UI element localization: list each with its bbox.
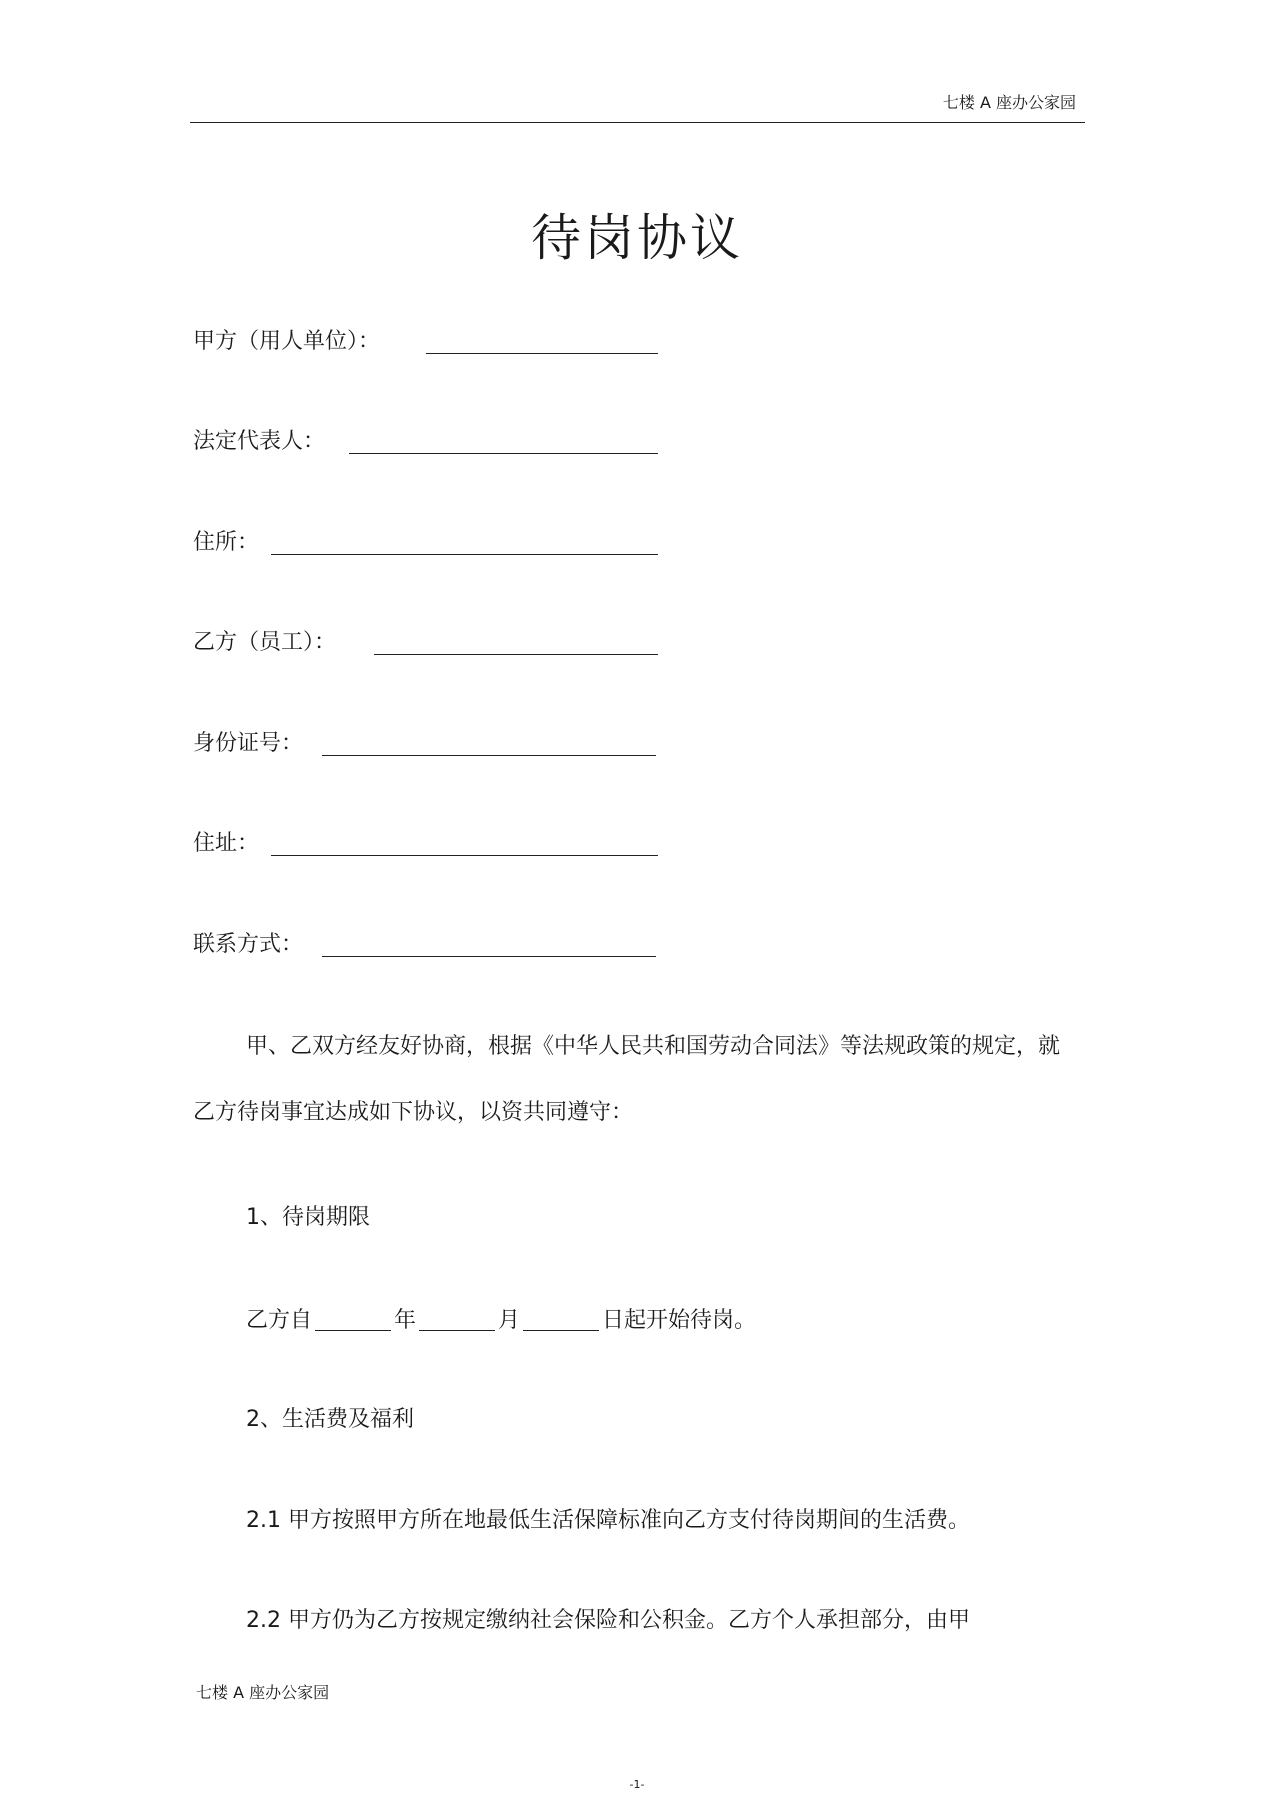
page-number: -1- bbox=[629, 1778, 645, 1791]
footer-text: 七楼 A 座办公家园 bbox=[196, 1683, 330, 1702]
start-prefix: 乙方自 bbox=[246, 1308, 313, 1333]
field-label: 甲方（用人单位）： bbox=[193, 329, 381, 354]
blank-line bbox=[349, 453, 658, 454]
section-1-heading: 1、待岗期限 bbox=[246, 1205, 370, 1230]
field-label: 身份证号： bbox=[193, 731, 304, 756]
blank-year bbox=[315, 1308, 391, 1331]
field-contact bbox=[193, 928, 303, 958]
blank-month bbox=[419, 1308, 495, 1331]
document-title: 待岗协议 bbox=[531, 209, 743, 267]
blank-line bbox=[426, 353, 658, 354]
field-label: 联系方式： bbox=[193, 932, 304, 957]
blank-line bbox=[271, 855, 658, 856]
field-label: 住址： bbox=[193, 831, 260, 856]
month-label: 月 bbox=[498, 1308, 521, 1333]
field-id-number bbox=[193, 727, 303, 757]
blank-line bbox=[271, 554, 658, 555]
field-address bbox=[193, 827, 259, 857]
header-rule bbox=[190, 122, 1085, 123]
field-party-a bbox=[193, 325, 380, 355]
start-date-line bbox=[246, 1303, 756, 1334]
clause-2-1: 2.1 甲方按照甲方所在地最低生活保障标准向乙方支付待岗期间的生活费。 bbox=[246, 1508, 970, 1533]
section-2-heading: 2、生活费及福利 bbox=[246, 1407, 414, 1432]
blank-day bbox=[523, 1308, 599, 1331]
field-label: 法定代表人： bbox=[193, 429, 326, 454]
field-label: 乙方（员工）： bbox=[193, 630, 337, 655]
blank-line bbox=[374, 654, 658, 655]
blank-line bbox=[322, 956, 656, 957]
field-legal-representative bbox=[193, 425, 325, 455]
start-suffix: 日起开始待岗。 bbox=[602, 1308, 757, 1333]
header-text: 七楼 A 座办公家园 bbox=[942, 93, 1076, 112]
year-label: 年 bbox=[394, 1308, 417, 1333]
intro-paragraph: 甲、乙双方经友好协商，根据《中华人民共和国劳动合同法》等法规政策的规定，就乙方待岗事宜达成如下协议，以资共同遵守： bbox=[193, 1034, 1061, 1125]
field-label: 住所： bbox=[193, 530, 260, 555]
blank-line bbox=[322, 755, 656, 756]
field-party-b bbox=[193, 626, 336, 656]
field-domicile bbox=[193, 526, 259, 556]
clause-2-2: 2.2 甲方仍为乙方按规定缴纳社会保险和公积金。乙方个人承担部分，由甲 bbox=[246, 1608, 970, 1633]
